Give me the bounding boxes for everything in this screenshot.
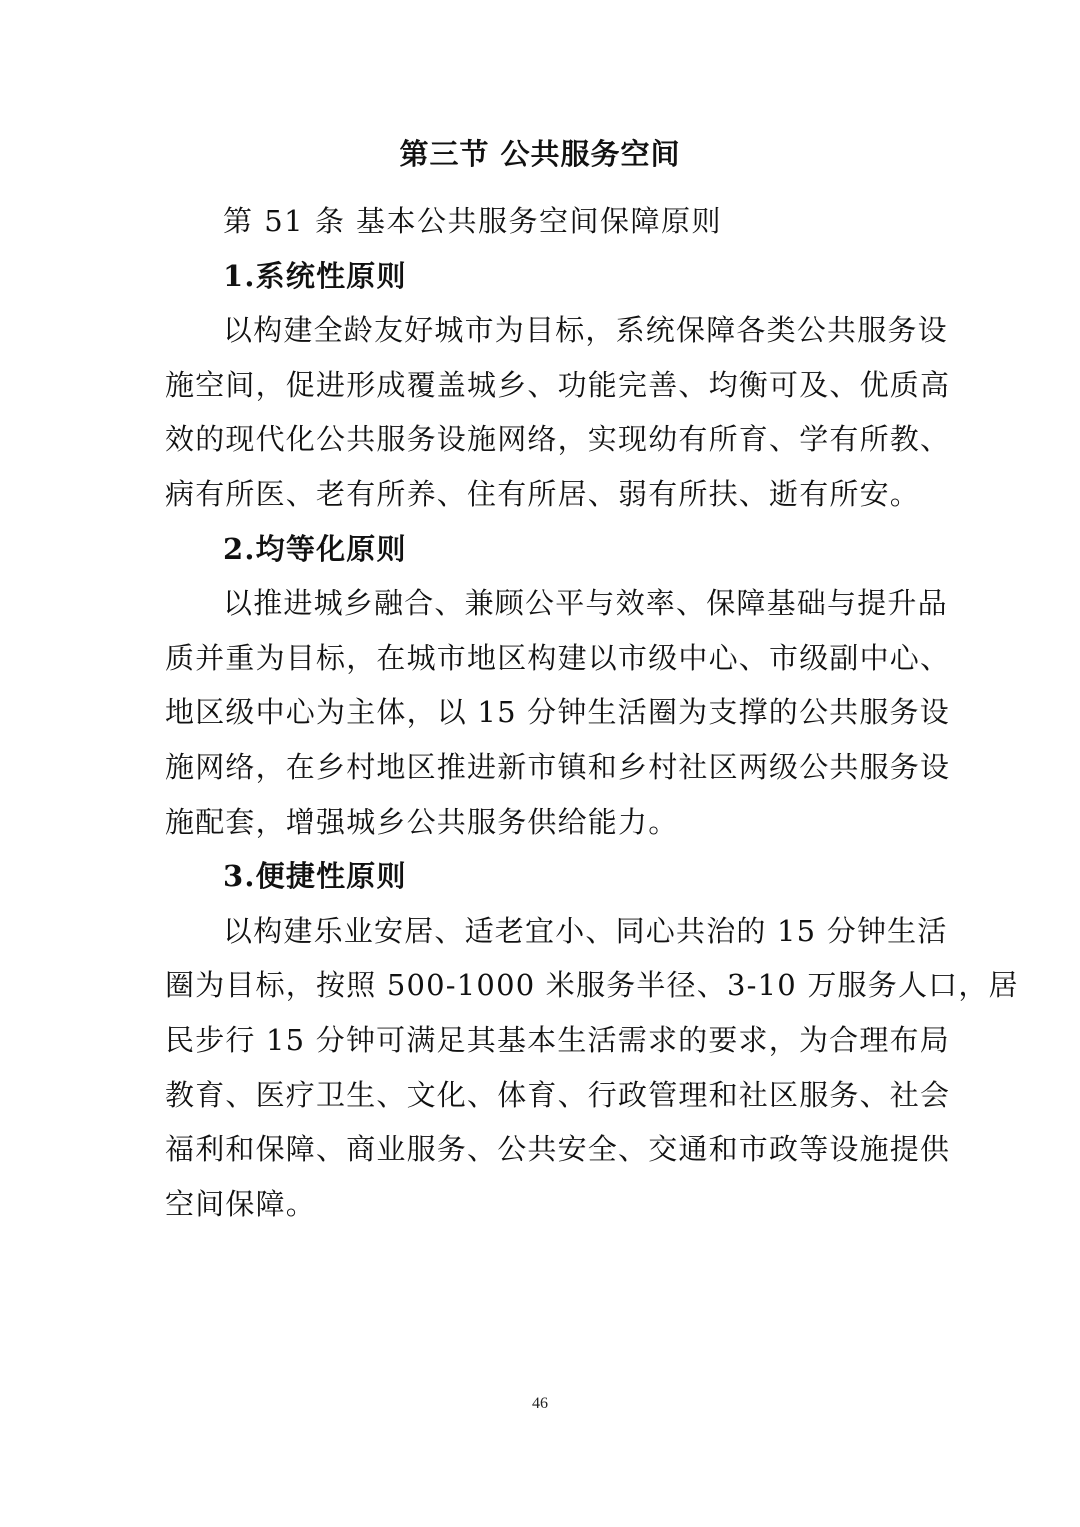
paragraph-line: 圈为目标，按照 500-1000 米服务半径、3-10 万服务人口，居 xyxy=(165,968,1019,1003)
paragraph-line: 效的现代化公共服务设施网络，实现幼有所育、学有所教、 xyxy=(165,422,951,457)
paragraph-line: 施空间，促进形成覆盖城乡、功能完善、均衡可及、优质高 xyxy=(165,367,951,402)
paragraph-line: 教育、医疗卫生、文化、体育、行政管理和社区服务、社会 xyxy=(165,1077,951,1112)
paragraph-line: 以构建乐业安居、适老宜小、同心共治的 15 分钟生活 xyxy=(223,913,948,948)
paragraph-line: 地区级中心为主体，以 15 分钟生活圈为支撑的公共服务设 xyxy=(165,695,950,730)
article-heading: 第 51 条 基本公共服务空间保障原则 xyxy=(223,204,723,238)
paragraph-line: 施配套，增强城乡公共服务供给能力。 xyxy=(165,804,679,839)
paragraph-line: 施网络，在乡村地区推进新市镇和乡村社区两级公共服务设 xyxy=(165,749,951,784)
page-number: 46 xyxy=(532,1395,548,1412)
principle-heading-2: 2.均等化原则 xyxy=(223,531,407,566)
paragraph-line: 以推进城乡融合、兼顾公平与效率、保障基础与提升品 xyxy=(223,586,948,621)
principle-heading-3: 3.便捷性原则 xyxy=(223,859,407,894)
paragraph-line: 空间保障。 xyxy=(165,1186,317,1221)
paragraph-line: 福利和保障、商业服务、公共安全、交通和市政等设施提供 xyxy=(165,1132,951,1167)
principle-heading-1: 1.系统性原则 xyxy=(223,258,407,293)
paragraph-line: 病有所医、老有所养、住有所居、弱有所扶、逝有所安。 xyxy=(165,476,921,511)
paragraph-line: 以构建全龄友好城市为目标，系统保障各类公共服务设 xyxy=(223,313,948,348)
paragraph-line: 民步行 15 分钟可满足其基本生活需求的要求，为合理布局 xyxy=(165,1022,950,1057)
page-content xyxy=(165,194,1019,1231)
section-title: 第三节 公共服务空间 xyxy=(399,137,681,171)
paragraph-line: 质并重为目标，在城市地区构建以市级中心、市级副中心、 xyxy=(165,640,951,675)
